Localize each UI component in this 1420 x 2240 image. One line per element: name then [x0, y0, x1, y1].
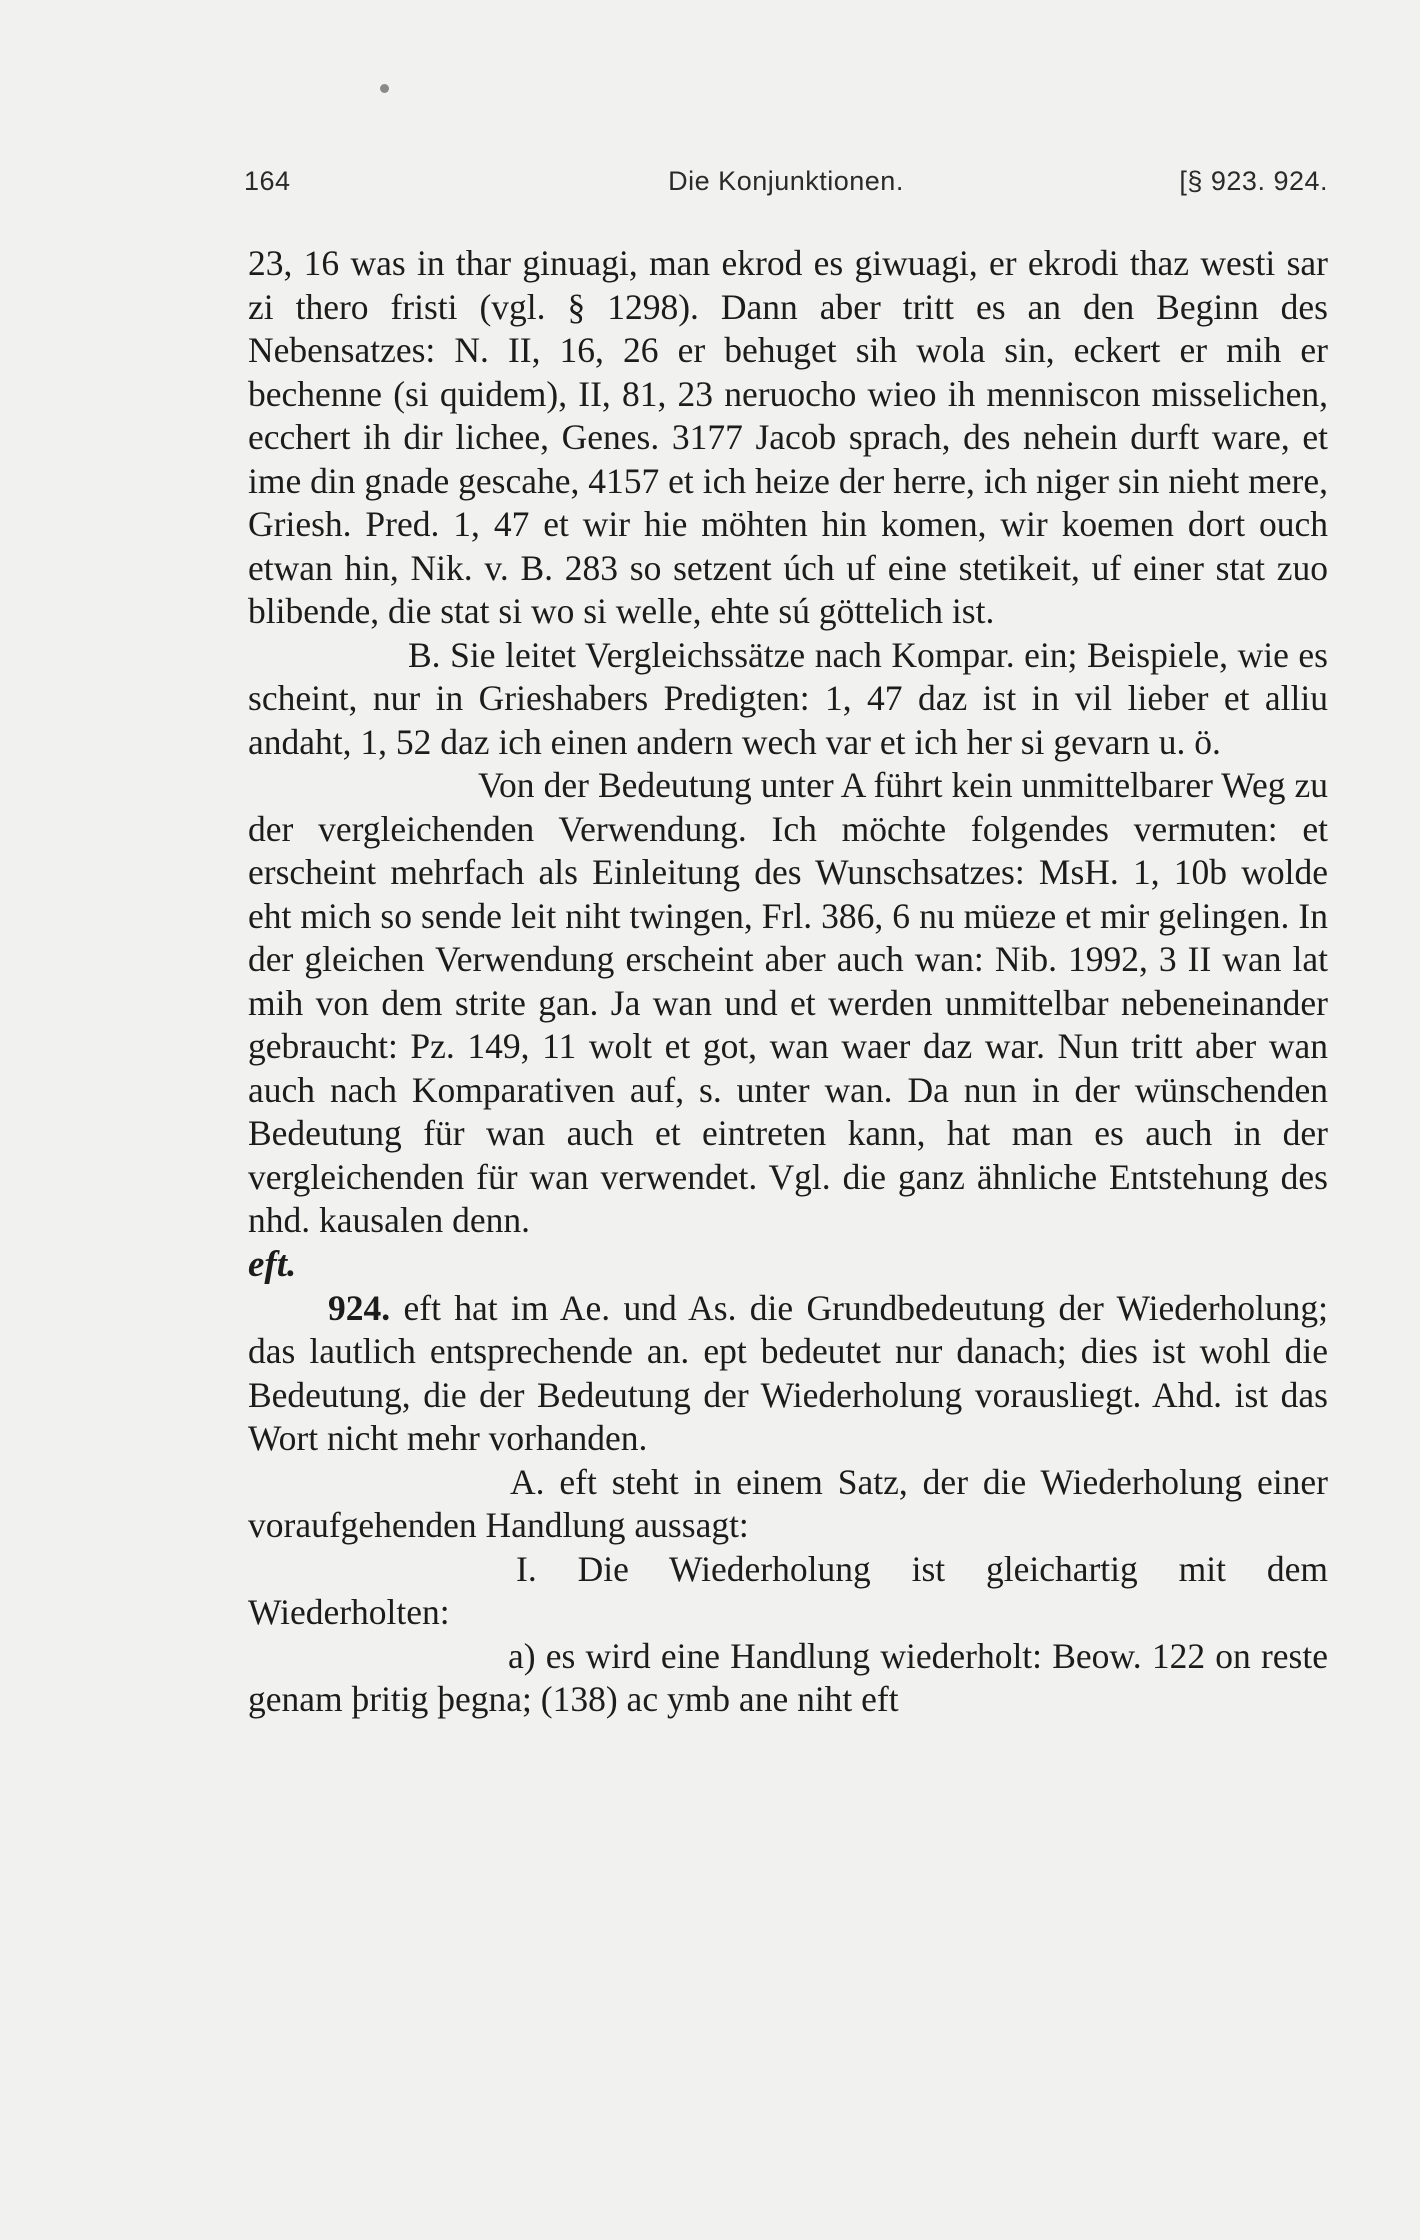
body-text — [248, 242, 1328, 1722]
paragraph-i: I. Die Wiederholung ist gleichartig mit dem Wiederholten: — [248, 1548, 1328, 1632]
section-number: 924. — [328, 1287, 391, 1328]
section-reference: [§ 923. 924. — [1179, 166, 1328, 196]
paragraph-b: B. Sie leitet Vergleichssätze nach Kompar. ein; Beispiele, wie es scheint, nur in Grieshabers Predigten: 1, 47 daz ist in vil lieber et alliu andaht, 1, 52 daz ich einen andern wech var et ich her si gevarn u. ö. — [248, 634, 1328, 762]
page-number: 164 — [244, 166, 291, 196]
paragraph-924 — [248, 1287, 1328, 1461]
running-title: Die Konjunktionen. — [668, 166, 904, 196]
paragraph-924-text: eft hat im Ae. und As. die Grundbedeutung der Wiederholung; das lautlich entsprechende an. ept bedeutet nur danach; dies ist wohl die Bedeutung, die der Bedeutung der Wiederholung vorausliegt. Ahd. ist das Wort nicht mehr vorhanden. — [248, 1287, 1329, 1458]
paragraph-explanation: Von der Bedeutung unter A führt kein unmittelbarer Weg zu der vergleichenden Verwendung. Ich möchte folgendes vermuten: et erscheint mehrfach als Einleitung des Wunschsatzes: MsH. 1, 10b wolde eht mich so sende leit niht twingen, Frl. 386, 6 nu müeze et mir gelingen. In der gleichen Verwendung erscheint aber auch wan: Nib. 1992, 3 II wan lat mih von dem strite gan. Ja wan und et werden unmittelbar nebeneinander gebraucht: Pz. 149, 11 wolt et got, wan waer daz war. Nun tritt aber wan auch nach Komparativen auf, s. unter wan. Da nun in der wünschenden Bedeutung für wan auch et eintreten kann, hat man es auch in der vergleichenden für wan verwendet. Vgl. die ganz ähnliche Entstehung des nhd. kausalen denn. — [248, 765, 1328, 1240]
running-head — [244, 166, 1328, 206]
paragraph-a-small: a) es wird eine Handlung wiederholt: Beow. 122 on reste genam þritig þegna; (138) ac ymb ane niht eft — [248, 1635, 1328, 1719]
section-heading: eft. — [248, 1243, 297, 1285]
paragraph-a: A. eft steht in einem Satz, der die Wiederholung einer voraufgehenden Handlung aussagt: — [248, 1461, 1328, 1545]
speck-mark — [380, 84, 389, 93]
paragraph-continuation: 23, 16 was in thar ginuagi, man ekrod es giwuagi, er ekrodi thaz westi sar zi thero fristi (vgl. § 1298). Dann aber tritt es an den Beginn des Nebensatzes: N. II, 16, 26 er behuget sih wola sin, eckert er mih er bechenne (si quidem), II, 81, 23 neruocho wieo ih menniscon misselichen, ecchert ih dir lichee, Genes. 3177 Jacob sprach, des nehein durft ware, et ime din gnade gescahe, 4157 et ich heize der herre, ich niger sin nieht mere, Griesh. Pred. 1, 47 et wir hie möhten hin komen, wir koemen dort ouch etwan hin, Nik. v. B. 283 so setzent úch uf eine stetikeit, uf einer stat zuo blibende, die stat si wo si welle, ehte sú göttelich ist. — [248, 243, 1328, 631]
